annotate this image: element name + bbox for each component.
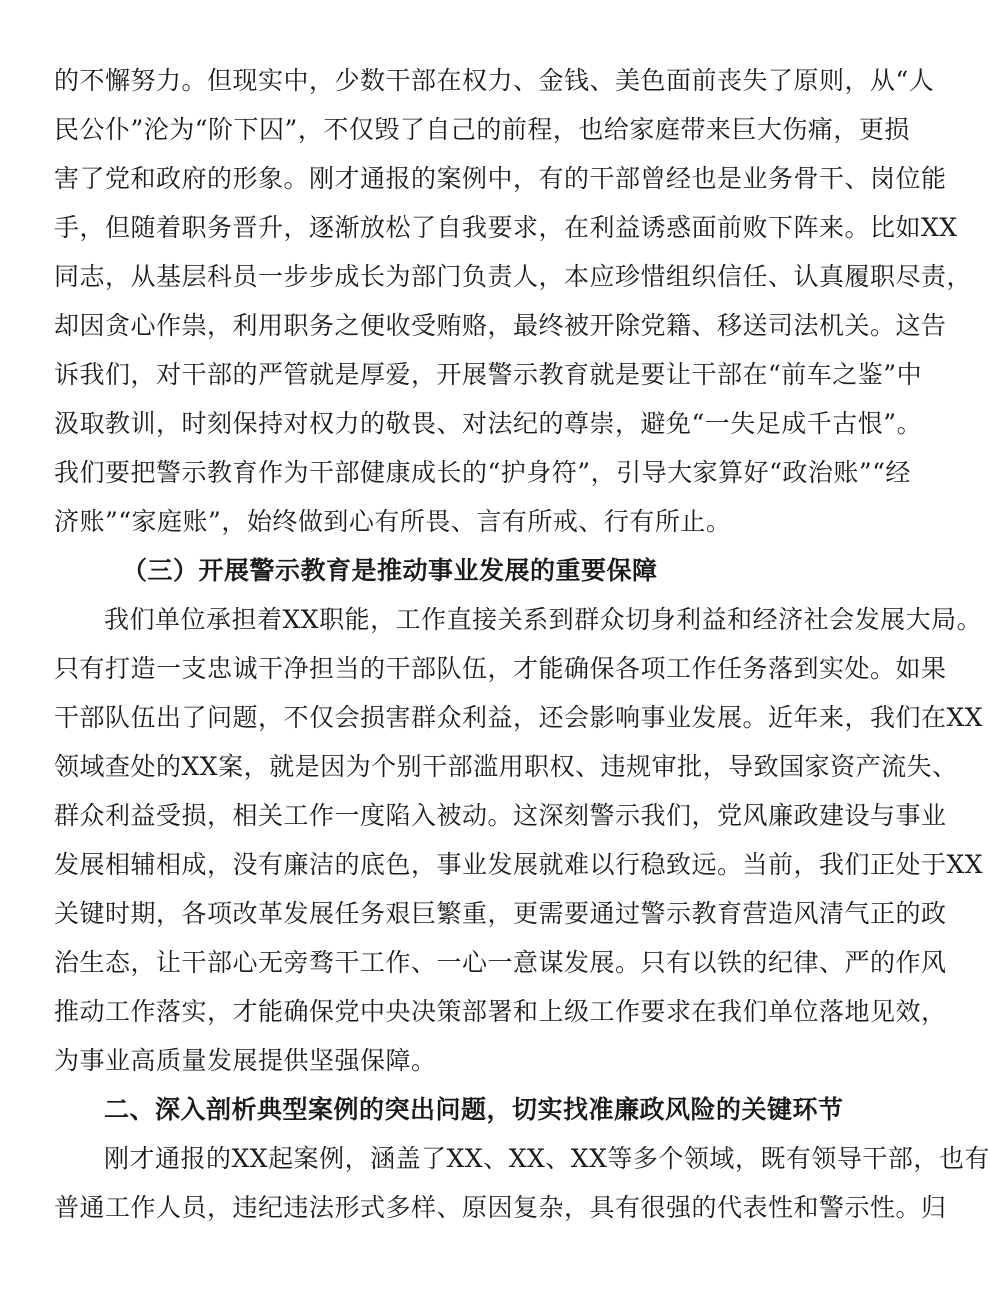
text-line: 同志，从基层科员一步步成长为部门负责人，本应珍惜组织信任、认真履职尽责，	[54, 262, 973, 291]
text-line: 群众利益受损，相关工作一度陷入被动。这深刻警示我们，党风廉政建设与事业	[54, 801, 947, 830]
paragraph-case-analysis	[54, 1134, 990, 1232]
paragraph-career-guarantee	[54, 595, 984, 1085]
text-line: 领域查处的XX案，就是因为个别干部滥用职权、违规审批，导致国家资产流失、	[54, 752, 958, 781]
text-line: 普通工作人员，违纪违法形式多样、原因复杂，具有很强的代表性和警示性。归	[54, 1193, 947, 1222]
text-line: 推动工作落实，才能确保党中央决策部署和上级工作要求在我们单位落地见效，	[54, 997, 947, 1026]
text-line: 济账”“家庭账”，始终做到心有所畏、言有所戒、行有所止。	[54, 507, 732, 536]
text-line: 民公仆”沦为“阶下囚”，不仅毁了自己的前程，也给家庭带来巨大伤痛，更损	[54, 115, 910, 144]
text-line: 干部队伍出了问题，不仅会损害群众利益，还会影响事业发展。近年来，我们在XX	[54, 703, 984, 732]
text-line: 的不懈努力。但现实中，少数干部在权力、金钱、美色面前丧失了原则，从“人	[54, 66, 935, 95]
text-line: 为事业高质量发展提供坚强保障。	[54, 1046, 437, 1075]
section-heading-3: （三）开展警示教育是推动事业发展的重要保障	[122, 556, 658, 585]
text-line: 治生态，让干部心无旁骛干工作、一心一意谋发展。只有以铁的纪律、严的作风	[54, 948, 947, 977]
text-line: 害了党和政府的形象。刚才通报的案例中，有的干部曾经也是业务骨干、岗位能	[54, 164, 947, 193]
section-heading-2: 二、深入剖析典型案例的突出问题，切实找准廉政风险的关键环节	[104, 1095, 844, 1124]
text-line: 只有打造一支忠诚干净担当的干部队伍，才能确保各项工作任务落到实处。如果	[54, 654, 947, 683]
text-line: 我们单位承担着XX职能，工作直接关系到群众切身利益和经济社会发展大局。	[104, 605, 983, 634]
text-line: 发展相辅相成，没有廉洁的底色，事业发展就难以行稳致远。当前，我们正处于XX	[54, 850, 984, 879]
text-line: 却因贪心作祟，利用职务之便收受贿赂，最终被开除党籍、移送司法机关。这告	[54, 311, 947, 340]
text-line: 诉我们，对干部的严管就是厚爱，开展警示教育就是要让干部在“前车之鉴”中	[54, 360, 923, 389]
text-line: 关键时期，各项改革发展任务艰巨繁重，更需要通过警示教育营造风清气正的政	[54, 899, 947, 928]
text-line: 手，但随着职务晋升，逐渐放松了自我要求，在利益诱惑面前败下阵来。比如XX	[54, 213, 958, 242]
text-line: 我们要把警示教育作为干部健康成长的“护身符”，引导大家算好“政治账”“经	[54, 458, 911, 487]
text-line: 汲取教训，时刻保持对权力的敬畏、对法纪的尊崇，避免“一失足成千古恨”。	[54, 409, 923, 438]
text-line: 刚才通报的XX起案例，涵盖了XX、XX、XX等多个领域，既有领导干部，也有	[104, 1144, 990, 1173]
paragraph-consequences	[54, 56, 973, 546]
